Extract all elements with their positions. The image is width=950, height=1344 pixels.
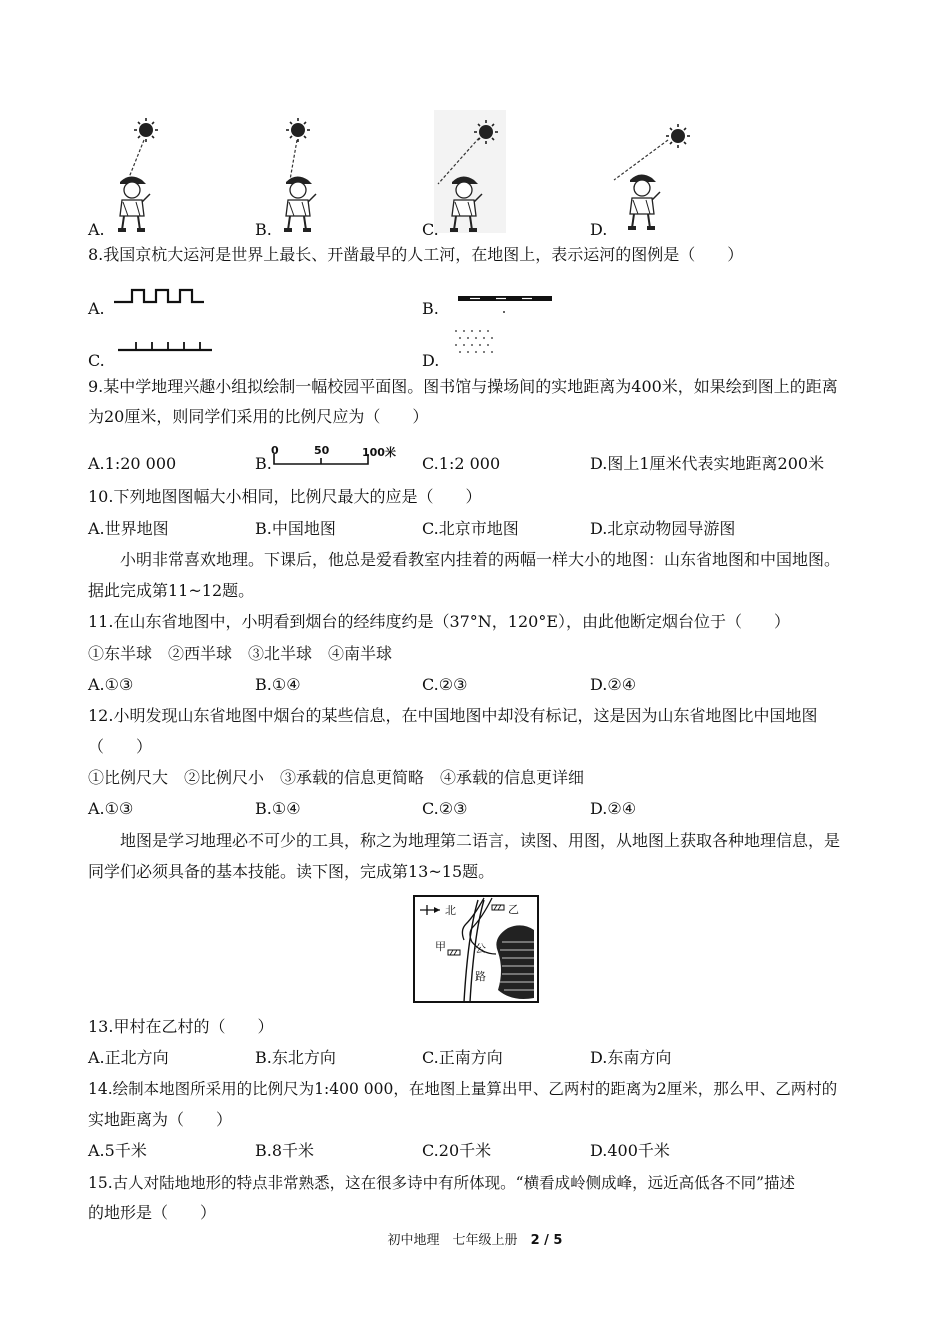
sun-icon	[666, 124, 690, 148]
q7-option-b[interactable]: B.	[255, 220, 272, 239]
q9-option-d[interactable]: D.图上1厘米代表实地距离200米	[590, 454, 825, 473]
q14-option-c[interactable]: C.20千米	[422, 1141, 492, 1160]
q9-question-line2: 为20厘米，则同学们采用的比例尺应为（ ）	[88, 407, 429, 426]
q10-option-a[interactable]: A.世界地图	[88, 519, 169, 538]
q9-option-c[interactable]: C.1:2 000	[422, 454, 501, 473]
q14-question-line2: 实地距离为（ ）	[88, 1110, 233, 1129]
q8-question: 8.我国京杭大运河是世界上最长、开凿最早的人工河，在地图上，表示运河的图例是（ ）	[88, 245, 744, 264]
q9-line-scale-bar	[270, 444, 400, 470]
q9-option-b[interactable]: B.	[255, 454, 272, 473]
q12-question-line2: （ ）	[88, 737, 153, 756]
sun-icon	[134, 118, 158, 142]
q9-option-a[interactable]: A.1:20 000	[88, 454, 177, 473]
intro2-line2: 同学们必须具备的基本技能。读下图，完成第13~15题。	[88, 862, 495, 881]
q7-figure-c	[432, 110, 512, 235]
q12-option-b[interactable]: B.①④	[255, 799, 301, 818]
q8-option-c[interactable]: C.	[88, 351, 105, 370]
q10-option-b[interactable]: B.中国地图	[255, 519, 336, 538]
q10-question: 10.下列地图图幅大小相同，比例尺最大的应是（ ）	[88, 487, 482, 506]
q9-question-line1: 9.某中学地理兴趣小组拟绘制一幅校园平面图。图书馆与操场间的实地距离为400米，如果绘到图上的距离	[88, 377, 838, 396]
q13-option-b[interactable]: B.东北方向	[255, 1048, 336, 1067]
q8-legend-c-canal-symbol	[116, 338, 216, 354]
village-map-figure	[412, 894, 540, 1004]
q15-question-line2: 的地形是（ ）	[88, 1203, 217, 1222]
q12-option-a[interactable]: A.①③	[88, 799, 134, 818]
q11-question: 11.在山东省地图中，小明看到烟台的经纬度约是（37°N，120°E），由此他断定烟台位于（ ）	[88, 612, 791, 631]
village-a-icon	[448, 950, 460, 955]
scale-label-0: 0	[271, 444, 279, 457]
q11-option-a[interactable]: A.①③	[88, 675, 134, 694]
boy-with-cap-icon	[118, 176, 150, 232]
village-b-icon	[492, 905, 504, 910]
q12-option-d[interactable]: D.②④	[590, 799, 637, 818]
q13-option-a[interactable]: A.正北方向	[88, 1048, 169, 1067]
q7-option-a[interactable]: A.	[88, 220, 105, 239]
q12-items: ①比例尺大 ②比例尺小 ③承载的信息更简略 ④承载的信息更详细	[88, 768, 585, 787]
q14-option-d[interactable]: D.400千米	[590, 1141, 670, 1160]
map-road-label-2: 路	[475, 970, 486, 983]
intro1-line2: 据此完成第11~12题。	[88, 581, 255, 600]
intro1-line1: 小明非常喜欢地理。下课后，他总是爱看教室内挂着的两幅一样大小的地图：山东省地图和中国地图。	[120, 550, 841, 569]
q14-question-line1: 14.绘制本地图所采用的比例尺为1:400 000，在地图上量算出甲、乙两村的距离为2厘米，那么甲、乙两村的	[88, 1080, 838, 1098]
q11-items: ①东半球 ②西半球 ③北半球 ④南半球	[88, 644, 393, 663]
map-village-b-label: 乙	[508, 903, 519, 916]
q13-option-c[interactable]: C.正南方向	[422, 1048, 503, 1067]
q7-figure-a	[100, 110, 180, 235]
q12-option-c[interactable]: C.②③	[422, 799, 468, 818]
q7-option-d[interactable]: D.	[590, 220, 608, 239]
page-number: 2 / 5	[530, 1233, 563, 1248]
q8-option-b[interactable]: B.	[422, 299, 439, 318]
q14-option-a[interactable]: A.5千米	[88, 1141, 147, 1160]
q11-option-b[interactable]: B.①④	[255, 675, 301, 694]
map-north-label: 北	[445, 904, 456, 917]
page-footer	[0, 1229, 950, 1248]
q7-figure-d	[610, 110, 700, 235]
q11-option-c[interactable]: C.②③	[422, 675, 468, 694]
scale-label-50: 50	[314, 444, 330, 457]
sun-icon	[286, 118, 310, 142]
q10-option-c[interactable]: C.北京市地图	[422, 519, 519, 538]
q15-question-line1: 15.古人对陆地地形的特点非常熟悉，这在很多诗中有所体现。“横看成岭侧成峰，远近高低各不同”描述	[88, 1174, 796, 1192]
q7-option-c[interactable]: C.	[422, 220, 439, 239]
q8-legend-d-dotted-symbol	[452, 327, 498, 359]
q8-option-d[interactable]: D.	[422, 351, 440, 370]
q8-option-a[interactable]: A.	[88, 299, 105, 318]
scale-label-100: 100米	[362, 446, 396, 459]
map-road-label-1: 公	[475, 942, 486, 955]
q11-option-d[interactable]: D.②④	[590, 675, 637, 694]
q10-option-d[interactable]: D.北京动物园导游图	[590, 519, 736, 538]
q13-question: 13.甲村在乙村的（ ）	[88, 1017, 274, 1036]
q7-figure-b	[268, 110, 348, 235]
boy-with-cap-icon	[628, 174, 660, 230]
q8-legend-b-railway-symbol	[456, 292, 556, 316]
q12-question-line1: 12.小明发现山东省地图中烟台的某些信息，在中国地图中却没有标记，这是因为山东省地图比中国地图	[88, 706, 818, 725]
map-village-a-label: 甲	[435, 940, 446, 953]
q8-legend-a-wall-symbol	[112, 286, 207, 306]
intro2-line1: 地图是学习地理必不可少的工具，称之为地理第二语言，读图、用图，从地图上获取各种地理信息，是	[120, 831, 841, 850]
footer-text: 初中地理 七年级上册	[387, 1233, 531, 1248]
boy-with-cap-icon	[284, 176, 316, 232]
q14-option-b[interactable]: B.8千米	[255, 1141, 315, 1160]
q13-option-d[interactable]: D.东南方向	[590, 1048, 672, 1067]
